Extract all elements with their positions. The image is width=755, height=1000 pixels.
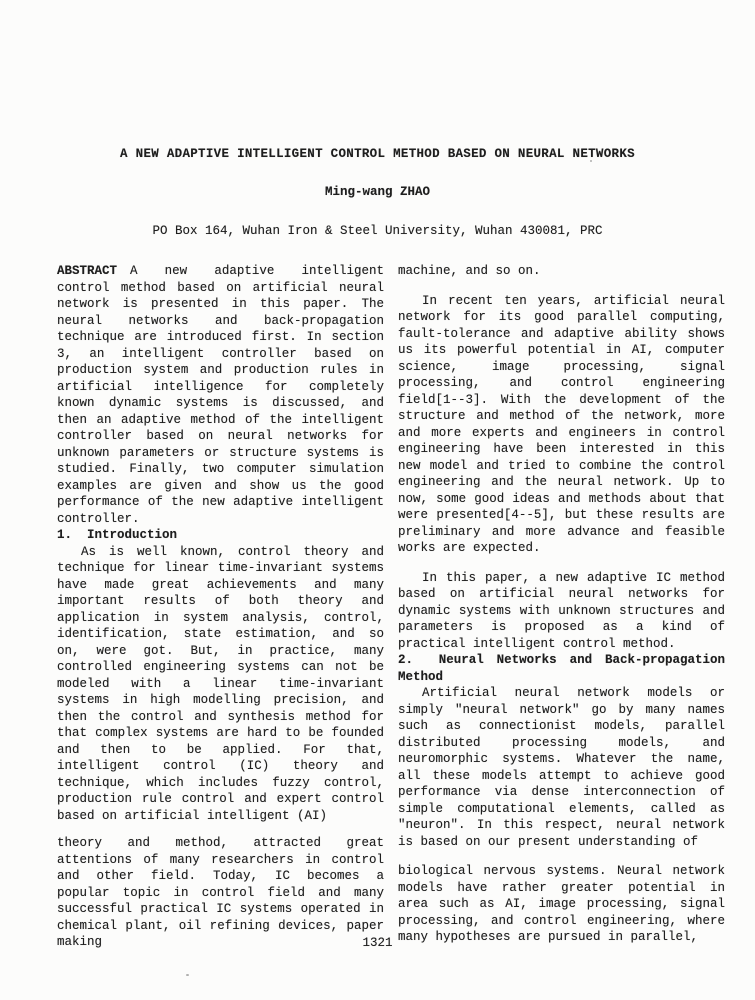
intro-paragraph-2: theory and method, attracted great attentions of many researchers in control and other field. Today, IC becomes a popular topic in control field and many successful practical IC systems operated in chemical plant, oil refining devices, paper making <box>57 836 384 949</box>
paper-title: A NEW ADAPTIVE INTELLIGENT CONTROL METHOD BASED ON NEURAL NETWORKS <box>120 147 635 161</box>
abstract-text: A new adaptive intelligent control method based on artificial neural network is presented in this paper. The neural networks and back-propagation technique are introduced first. In section 3, an intelligent controller based on production system and production rules in artificial intelligence for completely known dynamic systems is discussed, and then an adaptive method of the intelligent controller based on neural networks for unknown parameters or structure systems is studied. Finally, two computer simulation examples are given and show us the good performance of the new adaptive intelligent controller. <box>57 264 384 526</box>
scan-speck <box>590 160 592 162</box>
intro-paragraph-1: As is well known, control theory and technique for linear time-invariant systems have made great achievements and many important results of both theory and application in system analysis, control, identification, state estimation, and so on, were got. But, in practice, many controlled engineering systems can not be modeled with a linear time-invariant systems in high modelling precision, and then the control and synthesis method for that complex systems are hard to be founded and then to be applied. For that, intelligent control (IC) theory and technique, which includes fuzzy control, production rule control and expert control based on artificial intelligent (AI) <box>57 544 384 823</box>
biological-systems-paragraph: biological nervous systems. Neural network models have rather greater potential in area such as AI, image processing, signal processing, and control engineering, where many hypotheses are pursued in parallel, <box>398 864 725 944</box>
two-column-body <box>0 238 755 951</box>
this-paper-paragraph: In this paper, a new adaptive IC method based on artificial neural networks for dynamic systems with unknown structures and parameters is proposed as a kind of practical intelligent control method. <box>398 570 725 651</box>
neural-models-paragraph: Artificial neural network models or simply "neural network" go by many names such as connectionist models, parallel distributed processing models, and neuromorphic systems. Whatever the name, all these models attempt to achieve good performance via dense interconnection of simple computational elements, called as "neuron". In this respect, neural network is based on our present understanding of <box>398 686 725 849</box>
left-column <box>57 263 384 951</box>
section-1-heading: 1. Introduction <box>57 528 178 542</box>
recent-years-paragraph: In recent ten years, artificial neural network for its good parallel computing, fault-tolerance and adaptive ability shows us its powerful potential in AI, computer science, image processing, signal processing, and control engineering field[1--3]. With the development of the structure and method of the network, more and more experts and engineers in control engineering have been interested in this new model and tried to combine the control engineering and the neural network. Up to now, some good ideas and methods about that were presented[4--5], but these results are preliminary and more advance and feasible works are expected. <box>398 293 725 555</box>
paper-affiliation: PO Box 164, Wuhan Iron & Steel University, Wuhan 430081, PRC <box>152 224 603 238</box>
section-2-heading: 2. Neural Networks and Back-propagation Method <box>398 653 733 684</box>
continued-paragraph: machine, and so on. <box>398 264 541 278</box>
right-column <box>398 263 733 951</box>
paper-author: Ming-wang ZHAO <box>324 185 431 199</box>
abstract-paragraph <box>57 263 384 527</box>
scan-speck <box>186 974 189 976</box>
page-number: 1321 <box>362 936 393 950</box>
abstract-label: ABSTRACT <box>57 264 118 278</box>
